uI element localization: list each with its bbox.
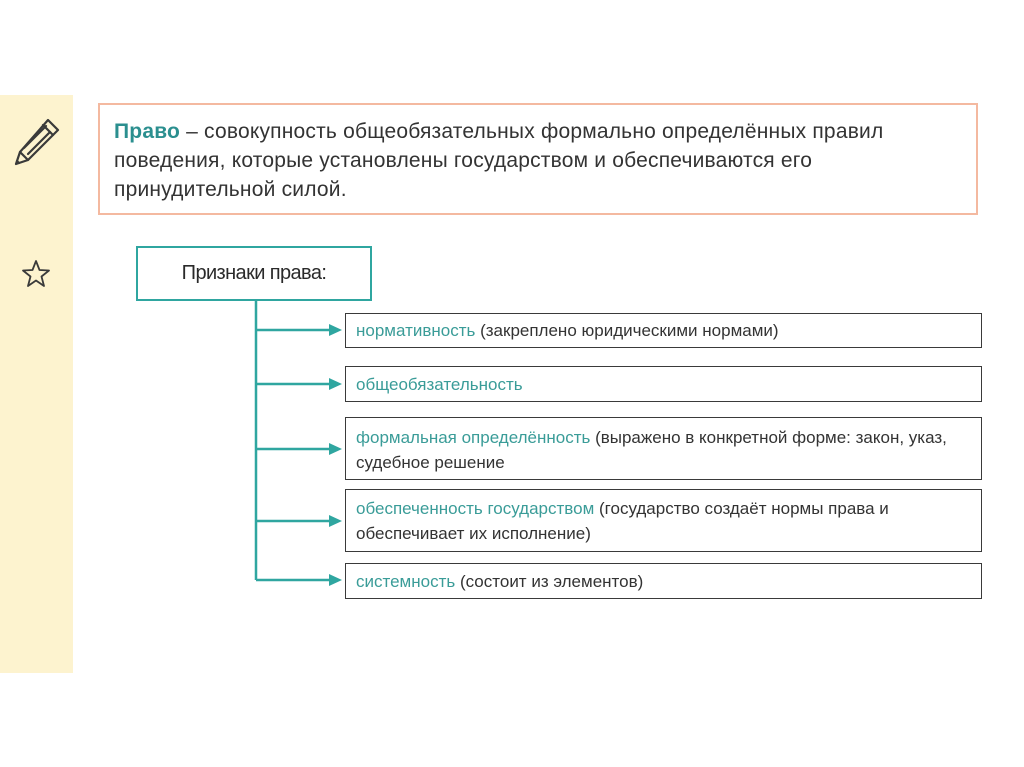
feature-text xyxy=(356,318,779,343)
feature-desc: (закреплено юридическими нормами) xyxy=(475,321,779,340)
feature-box-state-enforcement xyxy=(345,489,982,552)
feature-key: общеобязательность xyxy=(356,374,523,394)
feature-text xyxy=(356,425,971,475)
features-header-label: Признаки права: xyxy=(181,262,327,284)
feature-key: системность xyxy=(356,571,456,591)
feature-desc: (состоит из элементов) xyxy=(455,571,644,591)
definition-text: – совокупность общеобязательных формально определённых правил поведения, которые установлены государством и обеспечиваются его принудительной силой. xyxy=(114,120,884,201)
feature-key: нормативность xyxy=(356,321,476,340)
definition-term: Право xyxy=(114,120,181,143)
arrowhead-3 xyxy=(329,443,342,455)
feature-box-universality xyxy=(345,366,982,402)
feature-desc: (государство создаёт нормы права и обеспечивает их исполнение) xyxy=(356,498,889,543)
arrowhead-1 xyxy=(329,324,342,336)
feature-key: формальная определённость xyxy=(356,428,591,447)
feature-desc: (выражено в конкретной форме: закон, указ, судебное решение xyxy=(356,428,947,472)
feature-box-systematic xyxy=(345,563,982,599)
feature-text xyxy=(356,569,643,594)
arrowhead-4 xyxy=(329,515,342,527)
feature-box-normativity xyxy=(345,313,982,348)
feature-text xyxy=(356,496,971,546)
feature-box-formal-certainty xyxy=(345,417,982,480)
arrowhead-2 xyxy=(329,378,342,390)
arrowhead-5 xyxy=(329,574,342,586)
feature-text xyxy=(356,372,523,397)
feature-key: обеспеченность государством xyxy=(356,498,595,518)
